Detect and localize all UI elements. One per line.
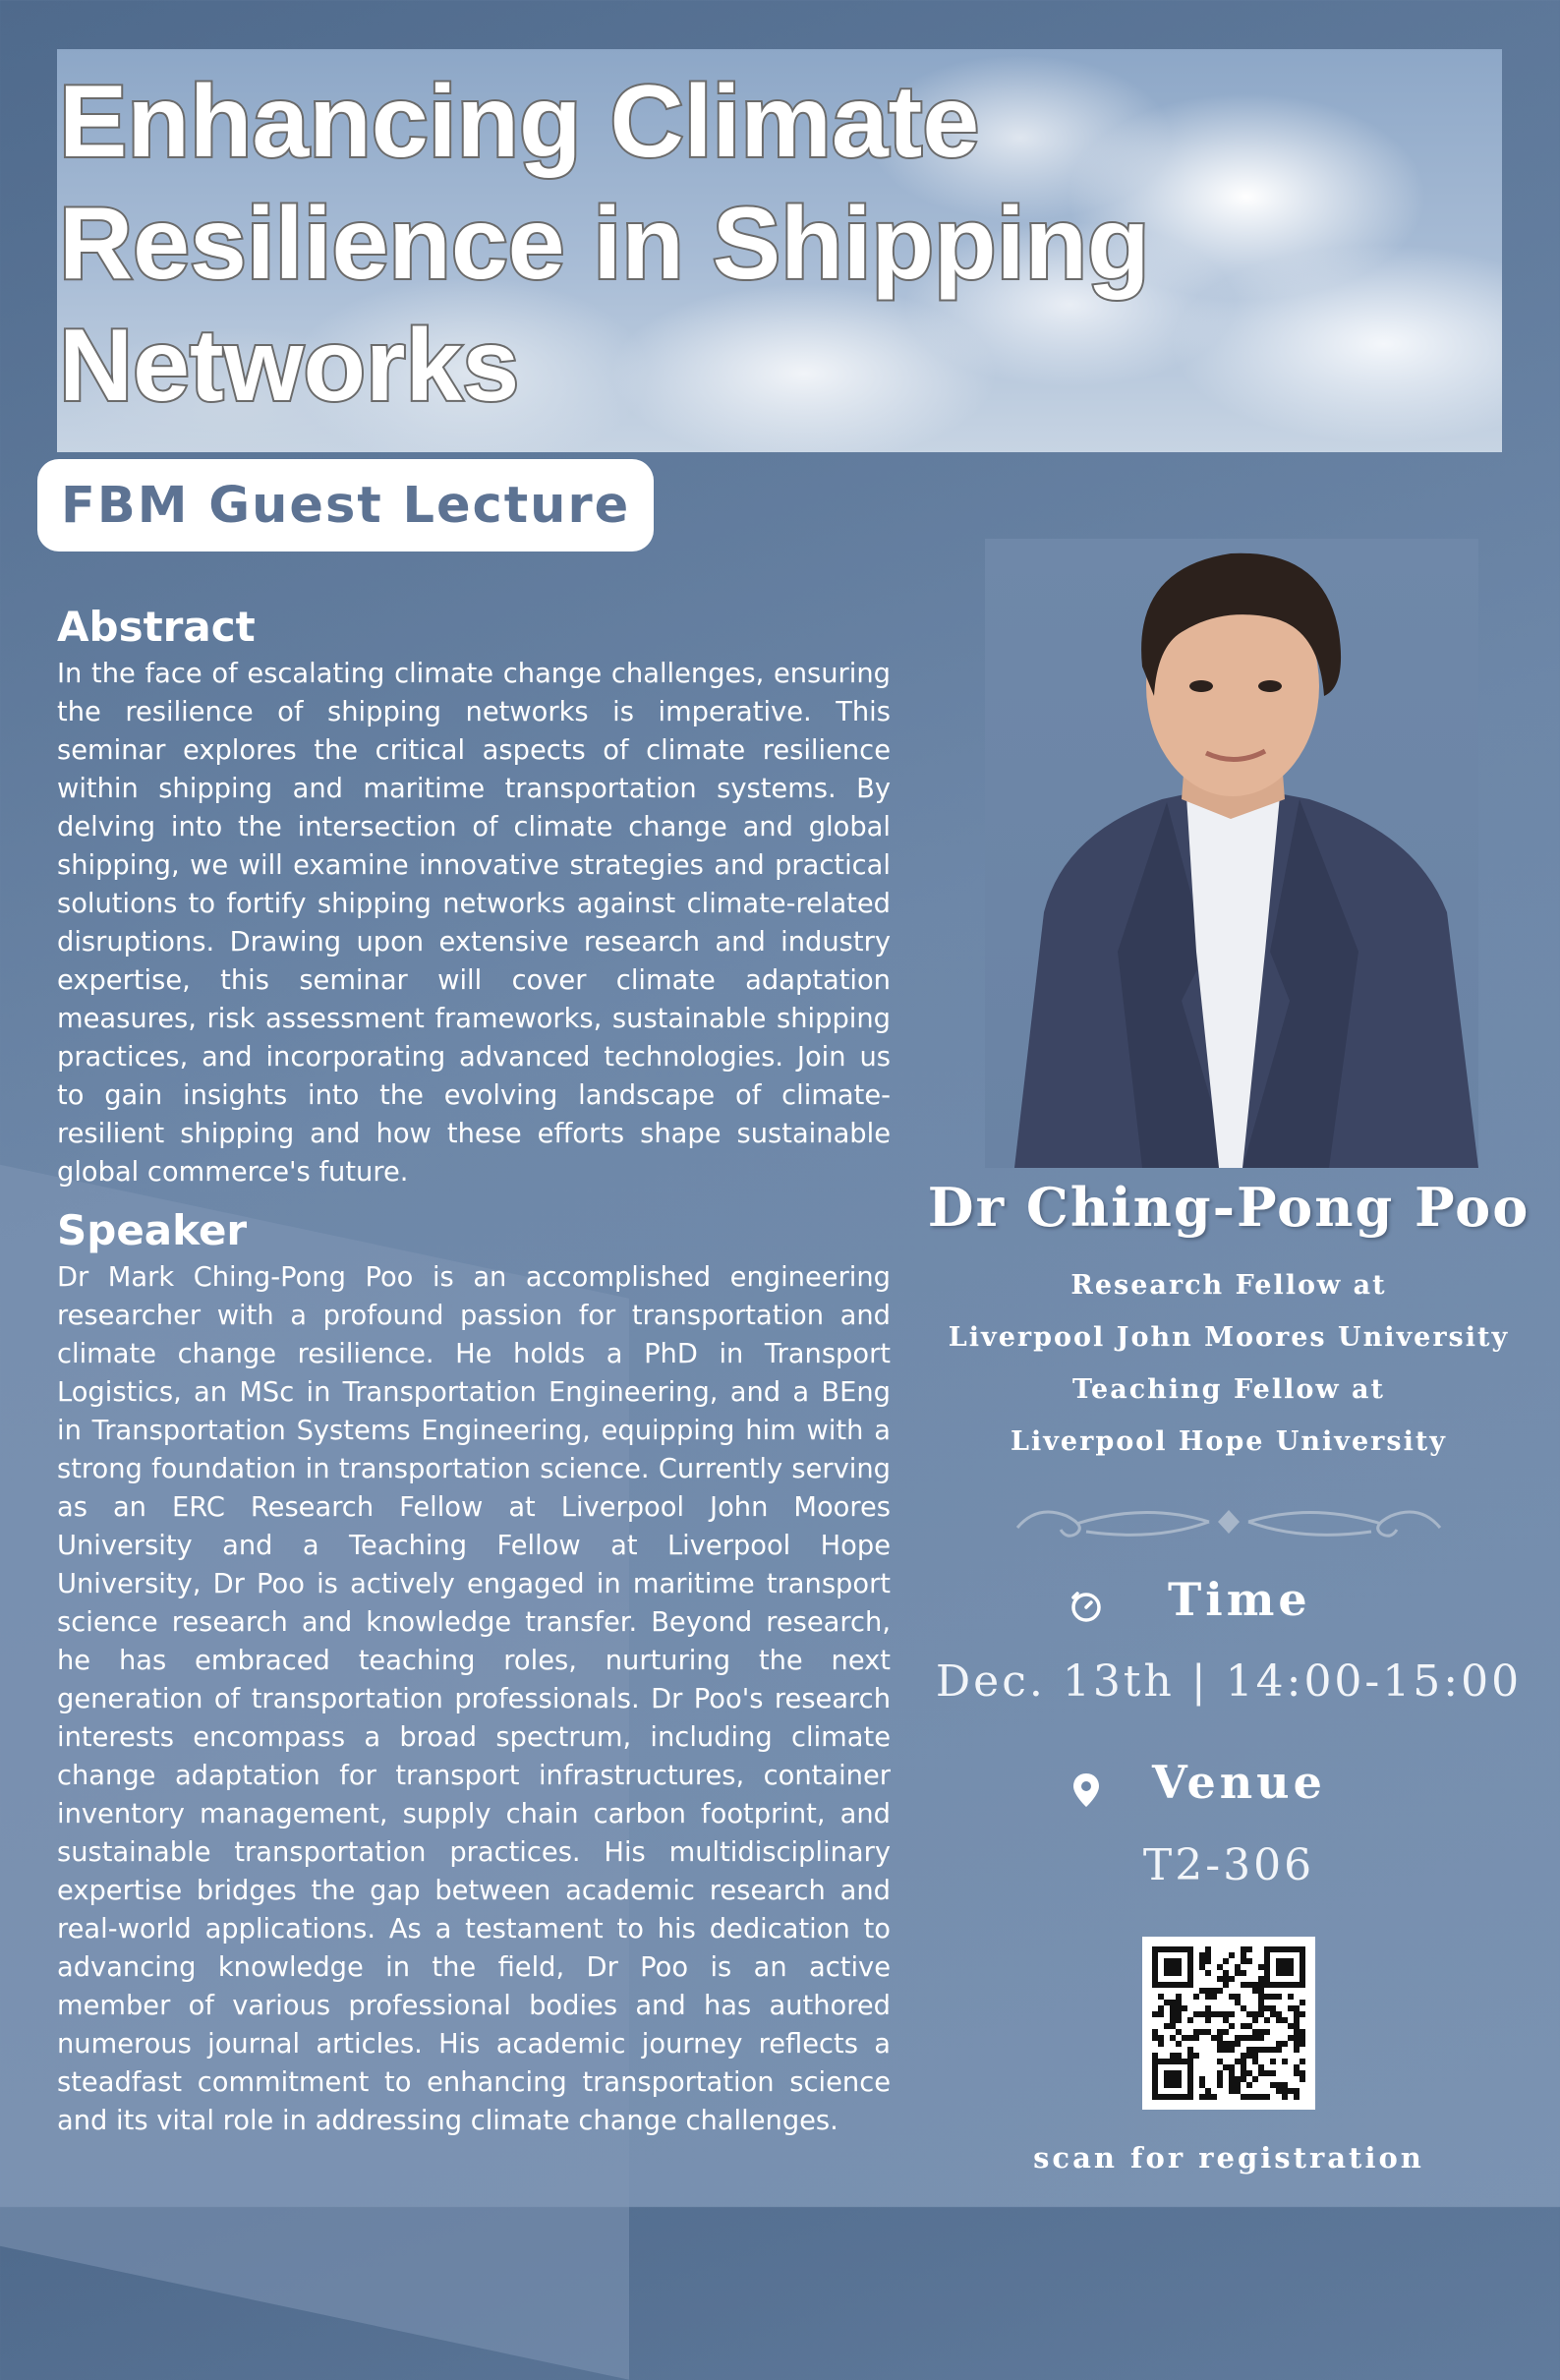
qr-module [1270,2070,1276,2076]
qr-module [1246,2070,1252,2076]
qr-module [1235,2035,1241,2041]
qr-module [1235,2088,1241,2094]
qr-module [1241,1952,1246,1958]
speaker-role-line-4: Liverpool Hope University [1010,1426,1447,1457]
qr-module [1176,2041,1182,2047]
qr-module [1276,1994,1282,2000]
qr-module [1300,2076,1305,2082]
qr-module [1229,2070,1235,2076]
qr-module [1300,2041,1305,2047]
qr-module [1170,2023,1176,2029]
qr-module [1241,2064,1246,2070]
qr-module [1276,2082,1282,2088]
qr-module [1300,2011,1305,2017]
qr-module [1264,2094,1270,2100]
qr-module [1211,2011,1217,2017]
qr-module [1217,2070,1223,2076]
qr-module [1276,2047,1282,2053]
qr-module [1229,2041,1235,2047]
qr-module [1229,2082,1235,2088]
qr-module [1300,2070,1305,2076]
qr-module [1229,2076,1235,2082]
qr-module [1252,2035,1258,2041]
qr-module [1300,2035,1305,2041]
qr-module [1193,2035,1199,2041]
qr-module [1288,2005,1294,2011]
qr-module [1217,2041,1223,2047]
qr-module [1276,2088,1282,2094]
qr-module [1276,2041,1282,2047]
qr-module [1205,1958,1211,1964]
qr-module [1294,2070,1300,2076]
qr-module [1294,2023,1300,2029]
qr-module [1246,1958,1252,1964]
qr-module [1276,2017,1282,2023]
qr-module [1252,2017,1258,2023]
qr-module [1235,2000,1241,2005]
qr-module [1176,2011,1182,2017]
scan-for-registration-text: scan for registration [1033,2141,1424,2175]
qr-module [1223,2011,1229,2017]
qr-module [1217,2059,1223,2064]
qr-module [1223,2017,1229,2023]
qr-module [1264,2005,1270,2011]
qr-module [1241,1958,1246,1964]
qr-module [1294,2029,1300,2035]
qr-module [1258,1964,1264,1970]
qr-module [1217,2047,1223,2053]
qr-module [1300,2029,1305,2035]
qr-module [1205,2005,1211,2011]
speaker-role-line-2: Liverpool John Moores University [948,1322,1510,1353]
qr-module [1199,2076,1205,2082]
qr-module [1270,2011,1276,2017]
venue-value: T2-306 [1142,1840,1315,1890]
qr-module [1258,2029,1264,2035]
qr-module [1170,2017,1176,2023]
qr-module [1176,2029,1182,2035]
qr-module [1152,2011,1158,2017]
speaker-role-line-3: Teaching Fellow at [1072,1374,1385,1405]
qr-module [1176,2017,1182,2023]
qr-module [1170,2000,1176,2005]
location-pin-icon [1071,1771,1101,1809]
qr-module [1223,1970,1229,1976]
qr-module [1193,2053,1199,2059]
time-value: Dec. 13th | 14:00-15:00 [935,1656,1523,1707]
qr-module [1205,1952,1211,1958]
speaker-photo [985,539,1478,1168]
qr-module [1241,2005,1246,2011]
qr-module [1176,2053,1182,2059]
qr-module [1217,1976,1223,1982]
qr-module [1223,1976,1229,1982]
qr-module [1158,2005,1164,2011]
qr-module [1199,1952,1205,1958]
qr-module [1282,2041,1288,2047]
qr-module [1235,2059,1241,2064]
qr-module [1282,2088,1288,2094]
qr-module [1235,2076,1241,2082]
qr-module [1193,1994,1199,2000]
abstract-heading: Abstract [57,603,256,651]
qr-module [1258,2035,1264,2041]
qr-module [1294,2064,1300,2070]
qr-module [1217,2011,1223,2017]
qr-module [1211,1988,1217,1994]
qr-module [1187,2053,1193,2059]
qr-module [1199,2094,1205,2100]
venue-label: Venue [1152,1756,1326,1809]
qr-module [1246,2047,1252,2053]
qr-module [1229,1952,1235,1958]
qr-module [1270,2005,1276,2011]
qr-module [1205,1988,1211,1994]
qr-module [1258,2005,1264,2011]
qr-module [1217,1964,1223,1970]
qr-code-icon [1142,1937,1315,2110]
qr-module [1264,2029,1270,2035]
qr-module [1229,2023,1235,2029]
qr-module [1246,2053,1252,2059]
qr-module [1164,2023,1170,2029]
qr-module [1252,2094,1258,2100]
speaker-bio-text: Dr Mark Ching-Pong Poo is an accomplished engineering researcher with a profound passion for transportation and climate change resilience. He holds a PhD in Transport Logistics, an MSc in Transportation Engineering, and a BEng in Transportation Systems Engineering, equipping him with a strong foundation in transportation science. Currently serving as an ERC Research Fellow at Liverpool John Moores University and a Teaching Fellow at Liverpool Hope University, Dr Poo is actively engaged in maritime transport science research and knowledge transfer. Beyond research, he has embraced teaching roles, nurturing the next generation of transportation professionals. Dr Poo's research interests encompass a broad spectrum, including climate change adaptation for transport infrastructures, container inventory management, supply chain carbon footprint, and sustainable transportation practices. His multidisciplinary expertise bridges the gap between academic research and real-world applications. As a testament to his dedication to advancing knowledge in the field, Dr Poo is an active member of various professional bodies and has authored numerous journal articles. His academic journey reflects a steadfast commitment to enhancing transportation science and its vital role in addressing climate change challenges. [57,1262,891,2136]
qr-module [1205,1946,1211,1952]
qr-module [1170,2005,1176,2011]
qr-module [1229,2064,1235,2070]
event-title: Enhancing Climate Resilience in Shipping Networks [59,65,1150,423]
qr-module [1235,1964,1241,1970]
qr-module [1170,2053,1176,2059]
qr-module [1246,1946,1252,1952]
qr-module [1258,1988,1264,1994]
qr-module [1252,2059,1258,2064]
qr-module [1217,2076,1223,2082]
speaker-role-line-1: Research Fellow at [1070,1270,1387,1301]
stopwatch-icon [1069,1590,1103,1623]
qr-module [1288,2023,1294,2029]
qr-module [1294,2041,1300,2047]
speaker-heading: Speaker [57,1206,248,1254]
qr-module [1152,2029,1158,2035]
qr-module [1211,2035,1217,2041]
qr-module [1223,1982,1229,1988]
qr-module [1282,2017,1288,2023]
qr-module [1229,2047,1235,2053]
qr-module [1152,2053,1158,2059]
qr-module [1282,2094,1288,2100]
ornament-divider-icon [998,1494,1460,1545]
qr-module [1187,2047,1193,2053]
qr-module [1258,1982,1264,1988]
qr-module [1235,2041,1241,2047]
registration-qr-code[interactable] [1142,1937,1315,2110]
qr-module [1252,1988,1258,1994]
qr-module [1264,2017,1270,2023]
qr-module [1294,2088,1300,2094]
qr-module [1199,1958,1205,1964]
lecture-badge [37,459,654,551]
qr-module [1270,1994,1276,2000]
qr-module [1229,2011,1235,2017]
qr-module [1182,2035,1187,2041]
qr-module [1176,2000,1182,2005]
speaker-name: Dr Ching-Pong Poo [927,1176,1531,1239]
qr-module [1270,2047,1276,2053]
qr-module [1300,2000,1305,2005]
qr-module [1252,2053,1258,2059]
qr-module [1294,2035,1300,2041]
hero-banner [57,49,1502,452]
qr-module [1288,2035,1294,2041]
qr-module [1246,2094,1252,2100]
qr-module [1241,2023,1246,2029]
qr-module [1258,1976,1264,1982]
qr-module [1235,1970,1241,1976]
qr-module [1264,1994,1270,2000]
qr-module [1241,2070,1246,2076]
qr-module [1223,2041,1229,2047]
qr-module [1241,2094,1246,2100]
qr-module [1229,2088,1235,2094]
qr-module [1235,2082,1241,2088]
qr-module [1217,2082,1223,2088]
qr-module [1187,2035,1193,2041]
qr-module [1252,2076,1258,2082]
qr-module [1205,2088,1211,2094]
qr-module [1294,2005,1300,2011]
qr-module [1223,1958,1229,1964]
qr-module [1205,2017,1211,2023]
qr-module [1205,2029,1211,2035]
qr-module [1176,1994,1182,2000]
qr-module [1264,2047,1270,2053]
qr-module [1211,1994,1217,2000]
qr-module [1241,1970,1246,1976]
qr-module [1170,2011,1176,2017]
qr-module [1217,2029,1223,2035]
qr-module [1158,1994,1164,2000]
qr-module [1258,2070,1264,2076]
qr-module [1158,2011,1164,2017]
qr-module [1205,1970,1211,1976]
qr-module [1258,2011,1264,2017]
qr-module [1223,2064,1229,2070]
qr-module [1199,1964,1205,1970]
qr-module [1199,2029,1205,2035]
qr-module [1258,2094,1264,2100]
qr-module [1294,2017,1300,2023]
qr-module [1241,2035,1246,2041]
qr-module [1164,2000,1170,2005]
qr-module [1258,1994,1264,2000]
qr-module [1246,2082,1252,2088]
qr-module [1246,2023,1252,2029]
qr-module [1158,2035,1164,2041]
qr-module [1294,2094,1300,2100]
qr-module [1241,2076,1246,2082]
qr-module [1235,1994,1241,2000]
qr-module [1199,2011,1205,2017]
qr-module [1193,2011,1199,2017]
qr-module [1229,1994,1235,2000]
qr-module [1205,1994,1211,2000]
qr-module [1176,2005,1182,2011]
qr-module [1217,1988,1223,1994]
qr-module [1288,2088,1294,2094]
qr-module [1193,2029,1199,2035]
qr-module [1270,2059,1276,2064]
qr-module [1199,2082,1205,2088]
qr-module [1241,2053,1246,2059]
qr-module [1199,1988,1205,1994]
qr-module [1246,1982,1252,1988]
qr-module [1252,2029,1258,2035]
qr-module [1246,2035,1252,2041]
qr-module [1294,2011,1300,2017]
qr-module [1252,2011,1258,2017]
qr-module [1300,2059,1305,2064]
qr-module [1152,2035,1158,2041]
qr-module [1241,1982,1246,1988]
qr-module [1246,2011,1252,2017]
qr-module [1211,2094,1217,2100]
time-label: Time [1168,1573,1311,1626]
qr-module [1182,2005,1187,2011]
qr-module [1223,2029,1229,2035]
qr-module [1170,2035,1176,2041]
qr-module [1241,1946,1246,1952]
qr-module [1264,2070,1270,2076]
qr-module [1258,2064,1264,2070]
qr-module [1205,2011,1211,2017]
qr-module [1241,2059,1246,2064]
qr-module [1282,2082,1288,2088]
qr-module [1276,2011,1282,2017]
qr-module [1187,2017,1193,2023]
lecture-badge-label: FBM Guest Lecture [61,476,631,535]
qr-module [1158,2041,1164,2047]
qr-module [1217,2035,1223,2041]
qr-module [1252,1982,1258,1988]
qr-module [1258,2000,1264,2005]
qr-module [1288,1994,1294,2000]
qr-module [1229,1976,1235,1982]
qr-module [1223,2047,1229,2053]
qr-module [1258,2047,1264,2053]
abstract-text: In the face of escalating climate change challenges, ensuring the resilience of shipping networks is imperative. This seminar explores the critical aspects of climate resilience within shipping and maritime transportation systems. By delving into the intersection of climate change and global shipping, we will examine innovative strategies and practical solutions to fortify shipping networks against climate-related disruptions. Drawing upon extensive research and industry expertise, this seminar will cover climate adaptation measures, risk assessment frameworks, sustainable shipping practices, and incorporating advanced technologies. Join us to gain insights into the evolving landscape of climate-resilient shipping and how these efforts shape sustainable global commerce's future. [57,659,891,1188]
qr-module [1252,2047,1258,2053]
qr-module [1270,2082,1276,2088]
qr-module [1294,2047,1300,2053]
qr-module [1205,2094,1211,2100]
qr-module [1282,2059,1288,2064]
